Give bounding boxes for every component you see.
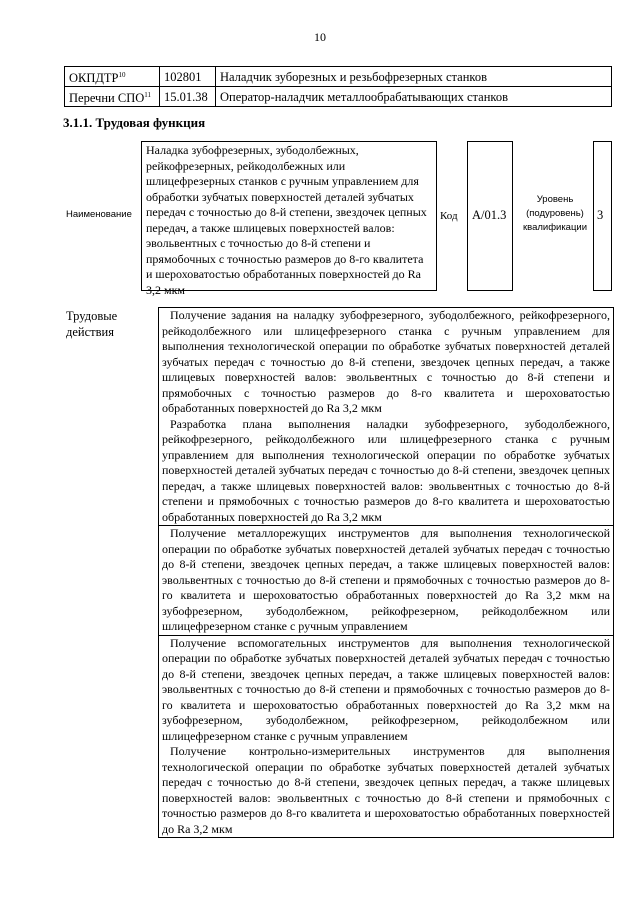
labor-actions-list [158,307,614,838]
table-row [65,87,612,107]
footnote-ref[interactable]: 11 [144,91,151,100]
section-title: 3.1.1. Трудовая функция [63,115,206,130]
table-row [65,67,612,87]
list-item [159,636,613,839]
qualification-level-label: Уровень (подуровень) квалификации [522,194,588,233]
classifier-title: Наладчик зуборезных и резьбофрезерных станков [216,67,612,87]
action-text: Получение вспомогательных инструментов для выполнения технологической операции по обработке зубчатых поверхностей деталей зубчатых передач с точностью до 8-й степени, звездочек цепных передач, а также шлицевых поверхностей валов: эвольвентных с точностью до 8-й степени и прямобочных с точностью размеров до 8-го квалитета и шероховатостью обработанных поверхностей до Ra 3,2 мкм на зубофрезерном, зубодолбежном, рейкофрезерном, рейкодолбежном или шлицефрезерном станке с ручным управлением [162,635,610,743]
level-value: 3 [597,208,604,222]
classifier-code: 15.01.38 [160,87,216,107]
code-value: A/01.3 [472,208,507,222]
classifier-codes-table [64,66,612,107]
action-text: Получение контрольно-измерительных инструментов для выполнения технологической операции по обработке зубчатых поверхностей деталей зубчатых передач с точностью до 8-й степени, звездочек цепных передач, а также шлицевых поверхностей валов: эвольвентных с точностью до 8-й степени и прямобочных с точностью размеров до 8-го квалитета и шероховатостью обработанных поверхностей до Ra 3,2 мкм [162,744,610,836]
function-name-box: Наладка зубофрезерных, зубодолбежных, рейкофрезерных, рейкодолбежных или шлицефрезерных станков с ручным управлением для обработки зубчатых поверхностей деталей зубчатых передач с точностью до 8-й степени, звездочек цепных передач, а также шлицевых поверхностей валов: эвольвентных с точностью до 8-й степени и прямобочных с точностью размеров до 8-го квалитета и шероховатостью обработанных поверхностей до Ra 3,2 мкм [141,141,437,291]
action-text: Разработка плана выполнения наладки зубофрезерного, зубодолбежного, рейкофрезерного, рейкодолбежного или шлицефрезерного станка с ручным управлением для выполнения технологической операции по обработке зубчатых поверхностей деталей зубчатых передач с точностью до 8-й степени, звездочек цепных передач, а также шлицевых поверхностей валов: эвольвентных с точностью до 8-й степени и прямобочных с точностью размеров до 8-го квалитета и шероховатостью обработанных поверхностей до Ra 3,2 мкм [162,416,610,524]
action-text: Получение задания на наладку зубофрезерного, зубодолбежного, рейкофрезерного, рейкодолбежного или шлицефрезерного станка с ручным управлением для выполнения технологической операции по обработке зубчатых поверхностей деталей зубчатых передач с точностью до 8-й степени, звездочек цепных передач, а также шлицевых поверхностей валов: эвольвентных с точностью до 8-й степени и прямобочных с точностью размеров до 8-го квалитета и шероховатостью обработанных поверхностей до Ra 3,2 мкм [162,308,610,415]
code-label: Код [440,210,458,222]
classifier-name: ОКПДТР$^{10}$ [65,67,160,87]
classifier-title: Оператор-наладчик металлообрабатывающих станков [216,87,612,107]
page-number: 10 [314,30,326,44]
action-text: Получение металлорежущих инструментов для выполнения технологической операции по обработке зубчатых поверхностей деталей зубчатых передач с точностью до 8-й степени, звездочек цепных передач, а также шлицевых поверхностей валов: эвольвентных с точностью до 8-й степени и прямобочных с точностью размеров до 8-го квалитета и шероховатостью обработанных поверхностей до Ra 3,2 мкм на зубофрезерном, зубодолбежном, рейкофрезерном, рейкодолбежном или шлицефрезерном станке с ручным управлением [162,526,610,633]
classifier-name: Перечни СПО$^{11}$ [65,87,160,107]
name-label: Наименование [66,209,132,220]
list-item [159,526,613,636]
classifier-code: 102801 [160,67,216,87]
list-item [159,307,613,526]
footnote-ref[interactable]: 10 [118,71,126,79]
labor-actions-label: Трудовые действия [66,309,118,339]
